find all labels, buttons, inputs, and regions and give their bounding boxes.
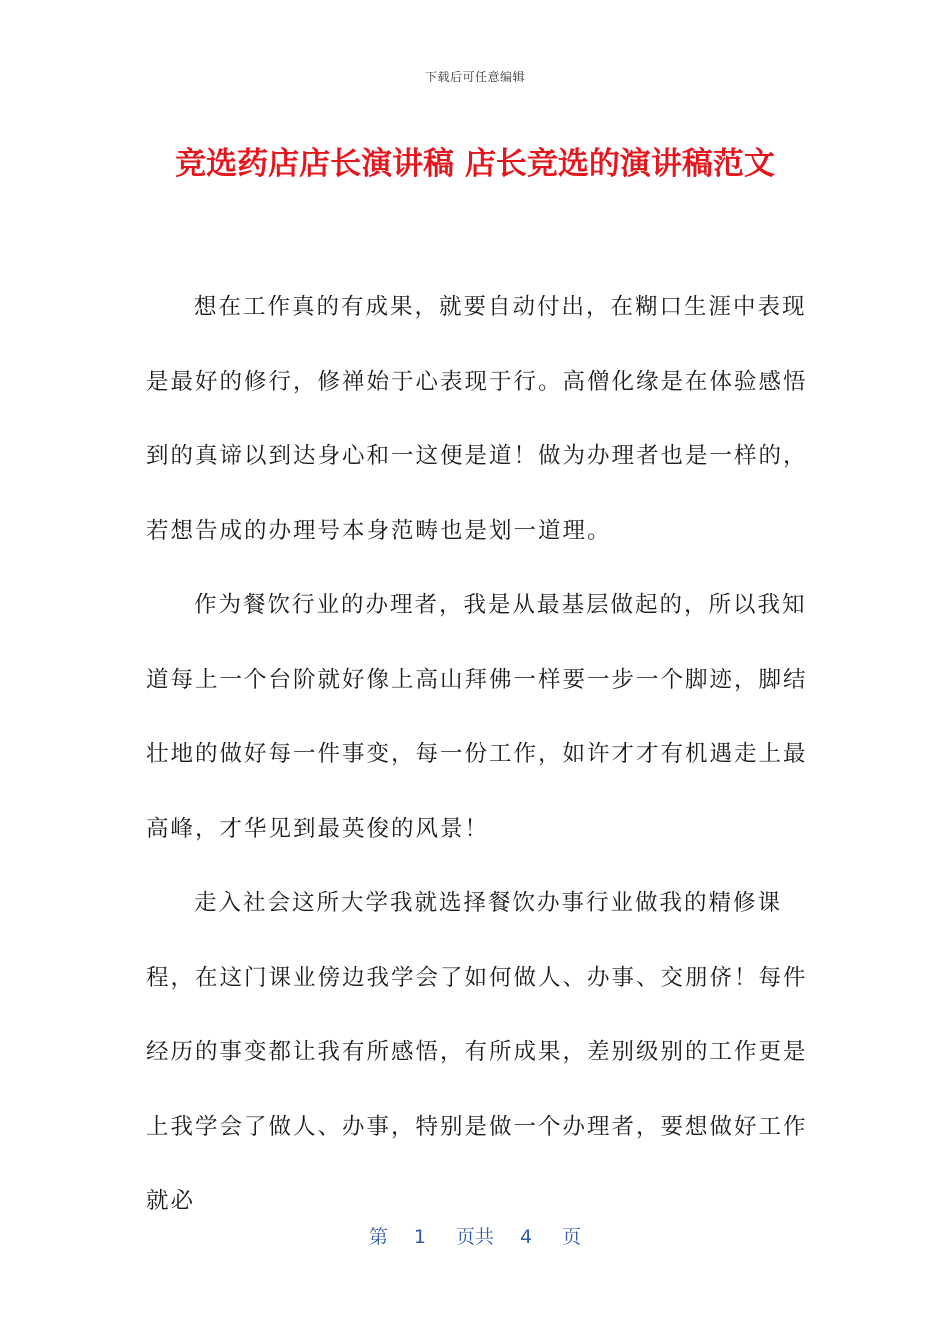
page-footer — [0, 1222, 950, 1249]
page-mid: 页共 — [455, 1226, 494, 1248]
header-note: 下载后可任意编辑 — [424, 70, 525, 84]
document-body — [146, 270, 816, 1239]
paragraph-2: 作为餐饮行业的办理者，我是从最基层做起的，所以我知道每上一个台阶就好像上高山拜佛一样要一步一个脚迹，脚结壮地的做好每一件事变，每一份工作，如许才才有机遇走上最高峰，才华见到最英俊的风景！ — [146, 592, 808, 842]
total-pages-number: 4 — [520, 1226, 533, 1248]
page-suffix: 页 — [562, 1226, 582, 1248]
paragraph-3: 走入社会这所大学我就选择餐饮办事行业做我的精修课程，在这门课业傍边我学会了如何做人、办事、交朋侪！每件经历的事变都让我有所感悟，有所成果，差别级别的工作更是上我学会了做人、办事，特别是做一个办理者，要想做好工作就必 — [146, 890, 808, 1214]
page-prefix: 第 — [368, 1226, 388, 1248]
document-title: 竞选药店店长演讲稿 店长竞选的演讲稿范文 — [175, 146, 775, 182]
paragraph-1: 想在工作真的有成果，就要自动付出，在糊口生涯中表现是最好的修行，修禅始于心表现于行。高僧化缘是在体验感悟到的真谛以到达身心和一这便是道！做为办理者也是一样的，若想告成的办理号本身范畴也是划一道理。 — [146, 294, 808, 544]
current-page-number: 1 — [413, 1226, 426, 1248]
